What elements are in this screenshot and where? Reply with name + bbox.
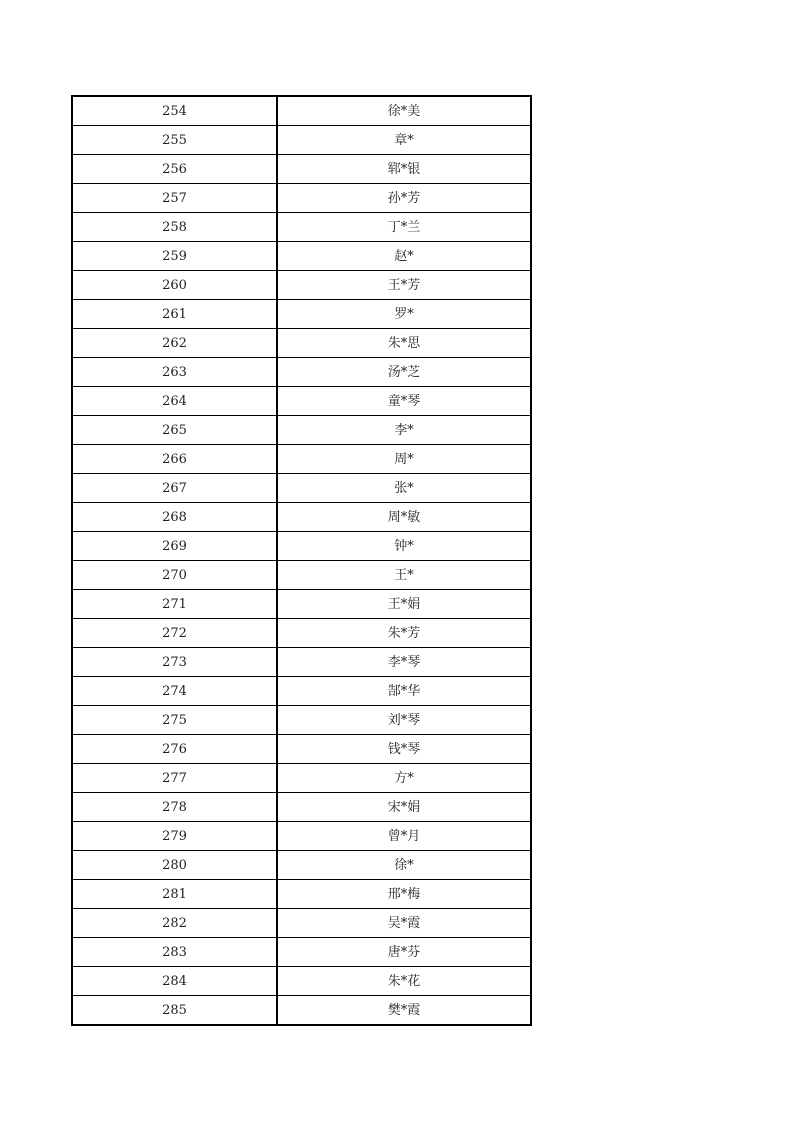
row-number-cell: 271 xyxy=(72,590,277,619)
name-cell: 丁*兰 xyxy=(277,213,531,242)
table-row xyxy=(72,938,531,967)
table-row xyxy=(72,851,531,880)
row-number-cell: 261 xyxy=(72,300,277,329)
row-number-cell: 259 xyxy=(72,242,277,271)
table-row xyxy=(72,387,531,416)
row-number-cell: 257 xyxy=(72,184,277,213)
row-number-cell: 280 xyxy=(72,851,277,880)
table-row xyxy=(72,590,531,619)
table-row xyxy=(72,96,531,126)
name-cell: 朱*思 xyxy=(277,329,531,358)
name-cell: 王*芳 xyxy=(277,271,531,300)
name-cell: 方* xyxy=(277,764,531,793)
table-row xyxy=(72,793,531,822)
row-number-cell: 276 xyxy=(72,735,277,764)
name-cell: 郜*华 xyxy=(277,677,531,706)
row-number-cell: 268 xyxy=(72,503,277,532)
row-number-cell: 265 xyxy=(72,416,277,445)
row-number-cell: 278 xyxy=(72,793,277,822)
name-cell: 樊*霞 xyxy=(277,996,531,1026)
table-row xyxy=(72,735,531,764)
table-row xyxy=(72,300,531,329)
name-cell: 李* xyxy=(277,416,531,445)
table-row xyxy=(72,967,531,996)
row-number-cell: 255 xyxy=(72,126,277,155)
table-row xyxy=(72,822,531,851)
row-number-cell: 275 xyxy=(72,706,277,735)
table-row xyxy=(72,271,531,300)
table-row xyxy=(72,416,531,445)
name-cell: 王*娟 xyxy=(277,590,531,619)
roster-table-body xyxy=(72,96,531,1025)
name-cell: 李*琴 xyxy=(277,648,531,677)
name-cell: 赵* xyxy=(277,242,531,271)
name-cell: 曾*月 xyxy=(277,822,531,851)
table-row xyxy=(72,213,531,242)
table-row xyxy=(72,155,531,184)
name-cell: 邢*梅 xyxy=(277,880,531,909)
name-cell: 周* xyxy=(277,445,531,474)
name-cell: 徐* xyxy=(277,851,531,880)
row-number-cell: 269 xyxy=(72,532,277,561)
row-number-cell: 282 xyxy=(72,909,277,938)
table-row xyxy=(72,184,531,213)
name-cell: 郓*银 xyxy=(277,155,531,184)
table-row xyxy=(72,909,531,938)
name-cell: 宋*娟 xyxy=(277,793,531,822)
table-row xyxy=(72,358,531,387)
table-row xyxy=(72,561,531,590)
table-row xyxy=(72,619,531,648)
row-number-cell: 284 xyxy=(72,967,277,996)
row-number-cell: 260 xyxy=(72,271,277,300)
name-cell: 钟* xyxy=(277,532,531,561)
table-row xyxy=(72,503,531,532)
row-number-cell: 279 xyxy=(72,822,277,851)
table-row xyxy=(72,996,531,1026)
row-number-cell: 264 xyxy=(72,387,277,416)
name-cell: 钱*琴 xyxy=(277,735,531,764)
row-number-cell: 285 xyxy=(72,996,277,1026)
name-cell: 王* xyxy=(277,561,531,590)
row-number-cell: 256 xyxy=(72,155,277,184)
roster-table xyxy=(71,95,532,1026)
name-cell: 朱*芳 xyxy=(277,619,531,648)
table-row xyxy=(72,706,531,735)
row-number-cell: 272 xyxy=(72,619,277,648)
name-cell: 吴*霞 xyxy=(277,909,531,938)
name-cell: 刘*琴 xyxy=(277,706,531,735)
name-cell: 童*琴 xyxy=(277,387,531,416)
name-cell: 章* xyxy=(277,126,531,155)
row-number-cell: 254 xyxy=(72,96,277,126)
row-number-cell: 263 xyxy=(72,358,277,387)
name-cell: 张* xyxy=(277,474,531,503)
row-number-cell: 266 xyxy=(72,445,277,474)
row-number-cell: 273 xyxy=(72,648,277,677)
name-cell: 朱*花 xyxy=(277,967,531,996)
row-number-cell: 277 xyxy=(72,764,277,793)
row-number-cell: 274 xyxy=(72,677,277,706)
name-cell: 徐*美 xyxy=(277,96,531,126)
table-row xyxy=(72,764,531,793)
name-cell: 汤*芝 xyxy=(277,358,531,387)
table-row xyxy=(72,880,531,909)
table-row xyxy=(72,126,531,155)
table-row xyxy=(72,474,531,503)
row-number-cell: 267 xyxy=(72,474,277,503)
name-cell: 孙*芳 xyxy=(277,184,531,213)
name-cell: 唐*芬 xyxy=(277,938,531,967)
row-number-cell: 270 xyxy=(72,561,277,590)
row-number-cell: 283 xyxy=(72,938,277,967)
name-cell: 罗* xyxy=(277,300,531,329)
table-row xyxy=(72,648,531,677)
row-number-cell: 262 xyxy=(72,329,277,358)
table-row xyxy=(72,242,531,271)
table-row xyxy=(72,532,531,561)
table-row xyxy=(72,677,531,706)
table-row xyxy=(72,445,531,474)
name-cell: 周*敏 xyxy=(277,503,531,532)
table-row xyxy=(72,329,531,358)
row-number-cell: 281 xyxy=(72,880,277,909)
row-number-cell: 258 xyxy=(72,213,277,242)
